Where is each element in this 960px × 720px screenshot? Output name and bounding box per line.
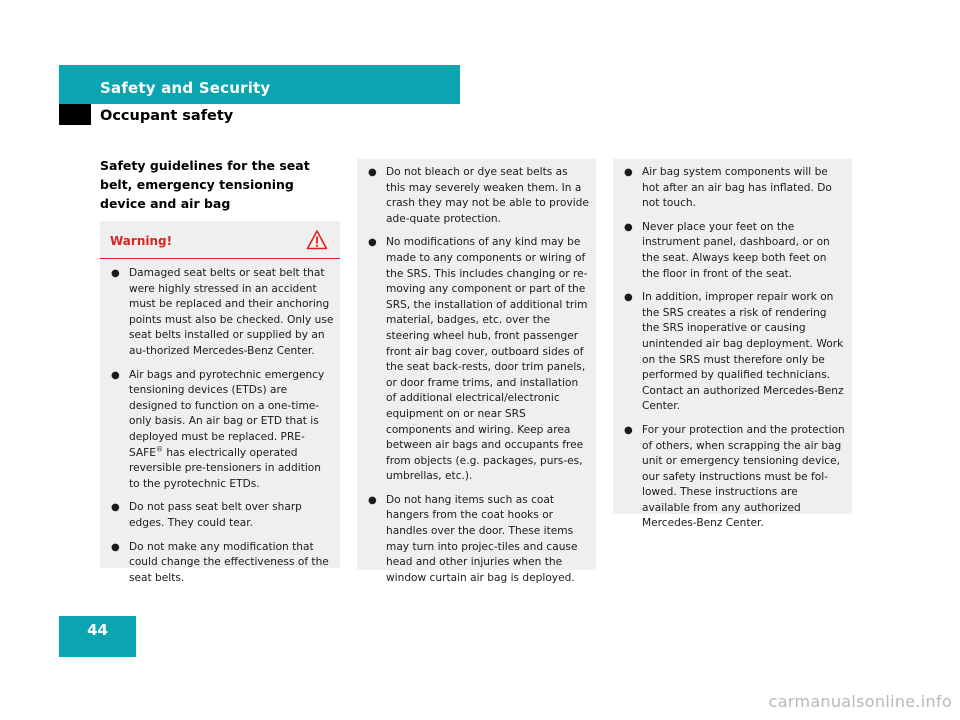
list-item-text: Do not make any modification that could change the effectiveness of the seat belts. [129, 540, 329, 584]
list-item [613, 423, 852, 532]
list-item [357, 493, 596, 587]
bullet-dot: ● [624, 424, 633, 436]
warning-box [100, 221, 340, 584]
list-item-text: Do not pass seat belt over sharp edges. They could tear. [129, 501, 302, 529]
guidelines-list-2 [357, 159, 596, 586]
subsection-marker [59, 104, 91, 125]
list-item [613, 290, 852, 415]
list-item [100, 540, 340, 587]
list-item-text: In addition, improper repair work on the SRS creates a risk of rendering the SRS inoperative or causing unintended air bag deployment. Work on the SRS must therefore only be performed by qualified technicians. Contact an authorized Mercedes-Benz Center. [642, 291, 844, 413]
list-item-text: Do not hang items such as coat hangers from the coat hooks or handles over the door. These items may turn into projec-tiles and cause head and other injuries when the window curtain air bag is deployed. [386, 493, 578, 584]
list-item [100, 500, 340, 531]
list-item-text-cont: has electrically operated reversible pre-tensioners in addition to the pyrotechnic ETDs. [129, 446, 321, 490]
bullet-dot: ● [624, 292, 633, 304]
guidelines-column-3 [613, 159, 852, 530]
registered-mark: ® [155, 445, 163, 453]
list-item [613, 220, 852, 282]
bullet-dot: ● [368, 494, 377, 506]
list-item-text: Never place your feet on the instrument panel, dashboard, or on the seat. Always keep both feet on the floor in front of the seat. [642, 220, 830, 280]
bullet-dot: ● [111, 502, 120, 514]
guidelines-column-2 [357, 159, 596, 584]
section-title: Safety and Security [100, 79, 271, 97]
bullet-dot: ● [368, 237, 377, 249]
list-item [357, 165, 596, 227]
page-number-box [59, 616, 136, 657]
list-item [613, 165, 852, 212]
bullet-dot: ● [111, 541, 120, 553]
warning-triangle-icon [306, 229, 328, 251]
page-number: 44 [87, 621, 108, 639]
list-item-text: Air bags and pyrotechnic emergency tensioning devices (ETDs) are designed to function on a one-time-only basis. An air bag or ETD that is deployed must be replaced. PRE-SAFE [129, 368, 325, 459]
list-item-text: Air bag system components will be hot after an air bag has inflated. Do not touch. [642, 166, 832, 210]
bullet-dot: ● [368, 167, 377, 178]
warning-list [100, 266, 340, 586]
warning-header [100, 221, 340, 259]
list-item-text: No modifications of any kind may be made to any components or wiring of the SRS. This includes changing or re-moving any component or part of the SRS, the installation of additional trim material, badges, etc. over the steering wheel hub, front passenger front air bag cover, outboard sides of the seat back-rests, door trim panels, or door frame trims, and installation of additional electrical/electronic equipment on or near SRS components and wiring. Keep area between air bags and occupants free from objects (e.g. packages, purs-es, umbrellas, etc.). [386, 236, 588, 483]
guidelines-heading: Safety guidelines for the seat belt, emergency tensioning device and air bag [100, 158, 310, 211]
watermark: carmanualsonline.info [768, 692, 952, 711]
bullet-dot: ● [111, 369, 120, 381]
list-item-text: Damaged seat belts or seat belt that were highly stressed in an accident must be replaced and their anchoring points must also be checked. Only use seat belts installed or supplied by an au-thorized Mercedes-Benz Center. [129, 267, 334, 357]
list-item [100, 368, 340, 493]
bullet-dot: ● [624, 167, 633, 178]
list-item [100, 266, 340, 360]
guidelines-list-3 [613, 159, 852, 532]
warning-label: Warning! [110, 234, 173, 248]
list-item-text: For your protection and the protection of others, when scrapping the air bag unit or emergency tensioning device, our safety instructions must be fol-lowed. These instructions are available from any authorized Mercedes-Benz Center. [642, 423, 845, 530]
list-item-text: Do not bleach or dye seat belts as this may severely weaken them. In a crash they may not be able to provide ade-quate protection. [386, 166, 589, 225]
subsection-title: Occupant safety [100, 108, 234, 124]
bullet-dot: ● [624, 221, 633, 233]
list-item [357, 235, 596, 485]
bullet-dot: ● [111, 268, 120, 279]
